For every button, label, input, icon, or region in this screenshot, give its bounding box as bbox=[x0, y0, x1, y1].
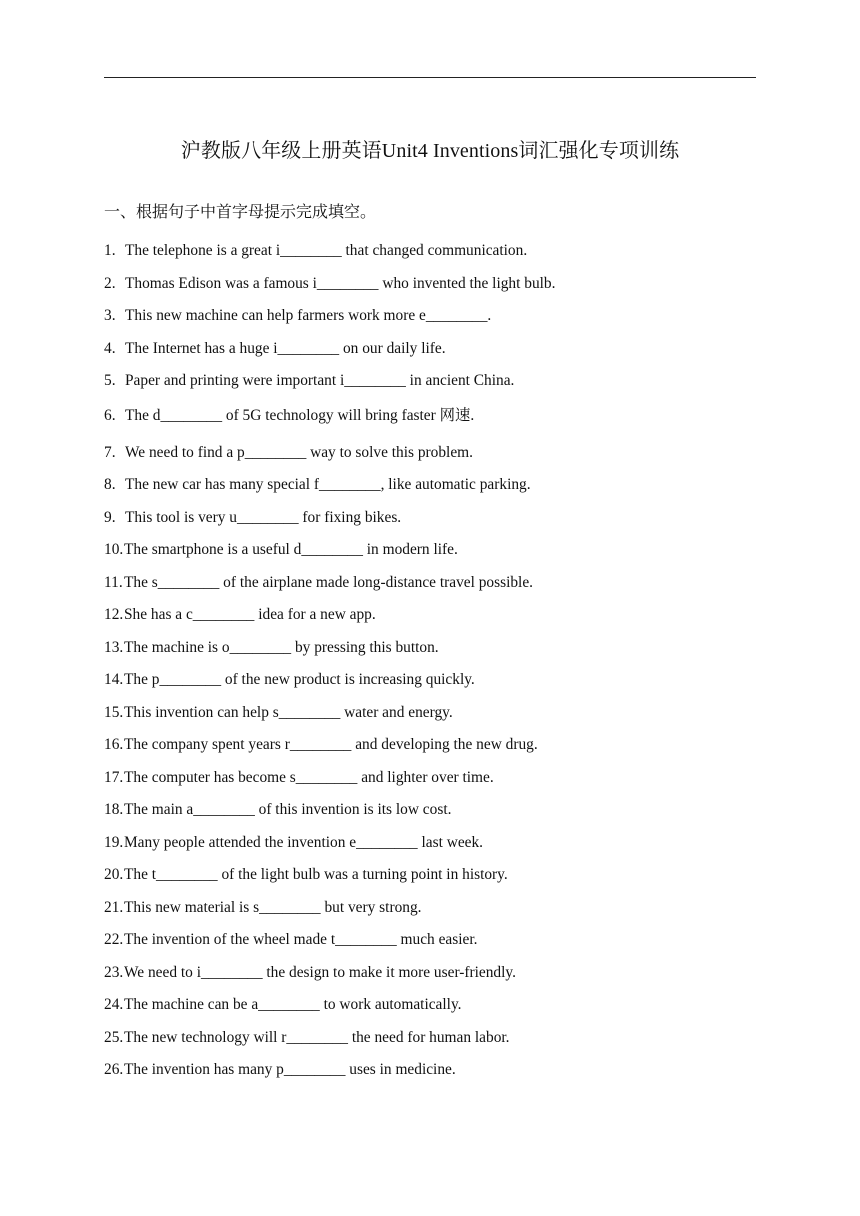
question-number: 5. bbox=[104, 372, 116, 389]
question-text: Thomas Edison was a famous i________ who invented the light bulb. bbox=[125, 274, 556, 292]
question-number: 10. bbox=[104, 541, 124, 558]
question-item bbox=[104, 441, 764, 474]
question-text: The machine is o________ by pressing this button. bbox=[124, 638, 439, 656]
question-item bbox=[104, 863, 764, 896]
question-number: 25. bbox=[104, 1028, 124, 1046]
question-item bbox=[104, 928, 764, 961]
question-number: 19. bbox=[104, 833, 124, 851]
question-text: Paper and printing were important i________ in ancient China. bbox=[125, 372, 515, 389]
question-item bbox=[104, 896, 764, 929]
question-number: 24. bbox=[104, 996, 124, 1013]
question-text: This new machine can help farmers work more e________. bbox=[125, 307, 492, 324]
question-text: The invention has many p________ uses in medicine. bbox=[124, 1061, 456, 1078]
section-heading: 一、根据句子中首字母提示完成填空。 bbox=[104, 202, 377, 221]
question-text: The new technology will r________ the need for human labor. bbox=[124, 1028, 510, 1046]
question-text: The new car has many special f________, like automatic parking. bbox=[125, 476, 531, 493]
question-number: 13. bbox=[104, 638, 124, 656]
question-item bbox=[104, 961, 764, 994]
question-text: The t________ of the light bulb was a turning point in history. bbox=[124, 866, 508, 883]
question-item bbox=[104, 369, 764, 402]
question-number: 7. bbox=[104, 443, 116, 461]
question-number: 22. bbox=[104, 931, 124, 948]
question-number: 17. bbox=[104, 768, 124, 786]
question-number: 18. bbox=[104, 801, 124, 818]
question-text: The s________ of the airplane made long-distance travel possible. bbox=[124, 573, 534, 591]
question-text: This invention can help s________ water and energy. bbox=[124, 703, 453, 721]
question-text: We need to find a p________ way to solve this problem. bbox=[125, 443, 473, 461]
question-item bbox=[104, 636, 764, 669]
question-item bbox=[104, 733, 764, 766]
question-text: The Internet has a huge i________ on our daily life. bbox=[125, 339, 446, 357]
question-number: 9. bbox=[104, 508, 116, 526]
question-number: 4. bbox=[104, 339, 116, 357]
question-text: The telephone is a great i________ that changed communication. bbox=[125, 242, 528, 259]
question-number: 26. bbox=[104, 1061, 124, 1078]
question-text: Many people attended the invention e________ last week. bbox=[124, 833, 484, 851]
question-text: This new material is s________ but very strong. bbox=[124, 898, 422, 916]
question-number: 2. bbox=[104, 274, 116, 292]
question-text: The company spent years r________ and developing the new drug. bbox=[124, 736, 538, 753]
question-text: We need to i________ the design to make it more user-friendly. bbox=[124, 963, 516, 981]
question-number: 21. bbox=[104, 898, 124, 916]
question-item bbox=[104, 1058, 764, 1091]
question-item bbox=[104, 993, 764, 1026]
question-item bbox=[104, 603, 764, 636]
question-number: 11. bbox=[104, 573, 123, 591]
question-number: 23. bbox=[104, 963, 124, 981]
question-item bbox=[104, 668, 764, 701]
question-item bbox=[104, 831, 764, 864]
question-text: The machine can be a________ to work automatically. bbox=[124, 996, 462, 1013]
question-number: 16. bbox=[104, 736, 124, 753]
question-text: The smartphone is a useful d________ in modern life. bbox=[124, 541, 458, 558]
question-item bbox=[104, 1026, 764, 1059]
question-item bbox=[104, 766, 764, 799]
question-number: 20. bbox=[104, 866, 124, 883]
question-item bbox=[104, 571, 764, 604]
question-text: This tool is very u________ for fixing bikes. bbox=[125, 508, 402, 526]
question-item bbox=[104, 272, 764, 305]
header-rule bbox=[104, 77, 756, 78]
question-text: The d________ of 5G technology will bring faster 网速. bbox=[125, 406, 475, 424]
question-item bbox=[104, 239, 764, 272]
question-number: 12. bbox=[104, 606, 124, 623]
question-text: The p________ of the new product is increasing quickly. bbox=[124, 671, 475, 688]
question-number: 3. bbox=[104, 307, 116, 324]
question-text: The invention of the wheel made t________ much easier. bbox=[124, 931, 478, 948]
question-item bbox=[104, 798, 764, 831]
question-number: 6. bbox=[104, 406, 116, 424]
question-number: 14. bbox=[104, 671, 124, 688]
question-item bbox=[104, 506, 764, 539]
question-item bbox=[104, 304, 764, 337]
question-list bbox=[104, 239, 764, 1091]
question-item bbox=[104, 473, 764, 506]
document-title: 沪教版八年级上册英语Unit4 Inventions词汇强化专项训练 bbox=[180, 140, 680, 162]
question-text: The main a________ of this invention is its low cost. bbox=[124, 801, 452, 818]
question-item bbox=[104, 402, 764, 441]
question-item bbox=[104, 538, 764, 571]
question-number: 8. bbox=[104, 476, 116, 493]
question-text: The computer has become s________ and lighter over time. bbox=[124, 768, 494, 786]
question-text: She has a c________ idea for a new app. bbox=[124, 606, 376, 623]
question-item bbox=[104, 337, 764, 370]
question-number: 1. bbox=[104, 242, 116, 259]
question-number: 15. bbox=[104, 703, 124, 721]
question-item bbox=[104, 701, 764, 734]
